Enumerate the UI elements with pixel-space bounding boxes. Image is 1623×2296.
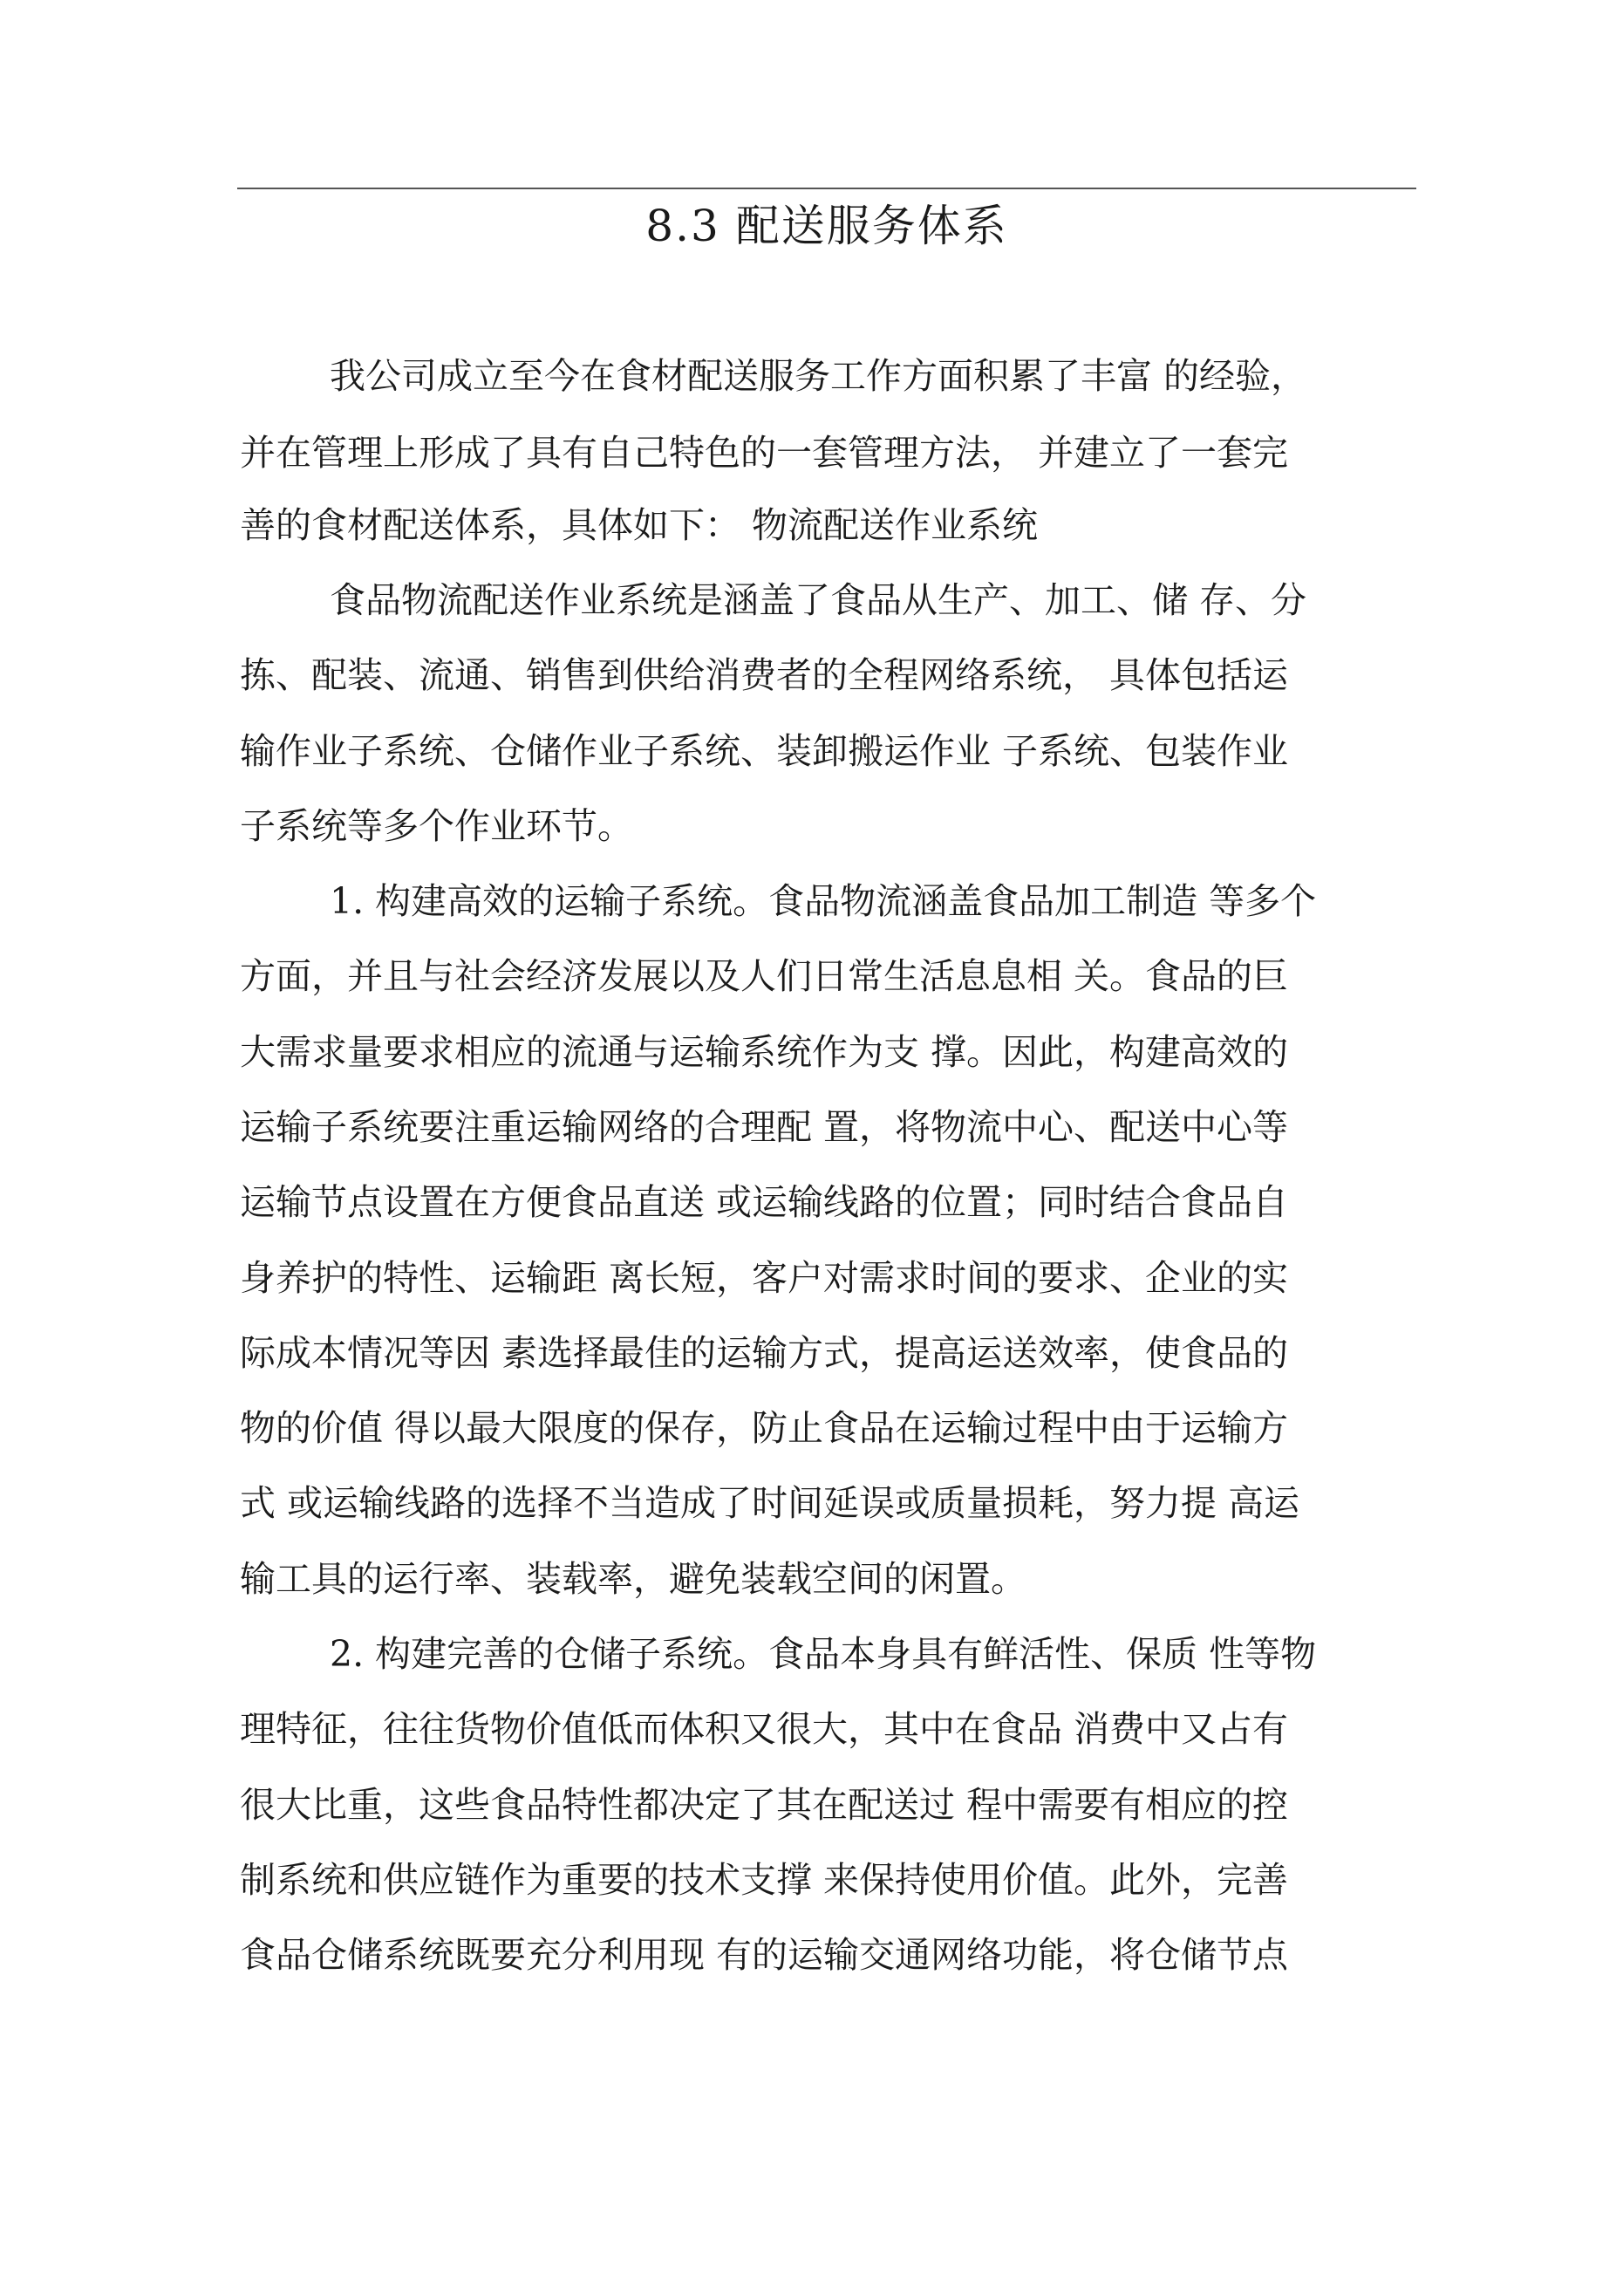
text-line: 输作业子系统、仓储作业子系统、装卸搬运作业 子系统、包装作业 bbox=[240, 730, 1289, 772]
text-line: 方面，并且与社会经济发展以及人们日常生活息息相 关。食品的巨 bbox=[240, 955, 1289, 997]
text-line: 运输子系统要注重运输网络的合理配 置，将物流中心、配送中心等 bbox=[240, 1106, 1289, 1148]
text-line: 式 或运输线路的选择不当造成了时间延误或质量损耗，努力提 高运 bbox=[240, 1482, 1300, 1524]
text-line: 我公司成立至今在食材配送服务工作方面积累了丰富 的经验， bbox=[330, 355, 1307, 397]
text-line: 身养护的特性、运输距 离长短，客户对需求时间的要求、企业的实 bbox=[240, 1257, 1289, 1299]
text-line: 善的食材配送体系，具体如下： 物流配送作业系统 bbox=[240, 504, 1039, 546]
text-line: 拣、配装、流通、销售到供给消费者的全程网络系统， 具体包括运 bbox=[240, 654, 1289, 696]
text-line: 1. 构建高效的运输子系统。食品物流涵盖食品加工制造 等多个 bbox=[330, 880, 1317, 922]
text-line: 食品物流配送作业系统是涵盖了食品从生产、加工、储 存、分 bbox=[330, 579, 1307, 621]
text-line: 输工具的运行率、装载率，避免装载空间的闲置。 bbox=[240, 1558, 1026, 1600]
header-rule bbox=[237, 188, 1416, 189]
text-line: 2. 构建完善的仓储子系统。食品本身具有鲜活性、保质 性等物 bbox=[330, 1633, 1317, 1675]
text-line: 际成本情况等因 素选择最佳的运输方式，提高运送效率，使食品的 bbox=[240, 1332, 1289, 1374]
text-line: 运输节点设置在方便食品直送 或运输线路的位置；同时结合食品自 bbox=[240, 1181, 1289, 1223]
text-line: 大需求量要求相应的流通与运输系统作为支 撑。因此，构建高效的 bbox=[240, 1031, 1289, 1073]
text-line: 理特征，往往货物价值低而体积又很大，其中在食品 消费中又占有 bbox=[240, 1708, 1289, 1750]
text-line: 制系统和供应链作为重要的技术支撑 来保持使用价值。此外，完善 bbox=[240, 1859, 1289, 1901]
text-line: 食品仓储系统既要充分利用现 有的运输交通网络功能，将仓储节点 bbox=[240, 1934, 1289, 1976]
text-line: 子系统等多个作业环节。 bbox=[240, 805, 633, 847]
text-line: 并在管理上形成了具有自己特色的一套管理方法， 并建立了一套完 bbox=[240, 432, 1289, 474]
text-line: 很大比重，这些食品特性都决定了其在配送过 程中需要有相应的控 bbox=[240, 1784, 1289, 1826]
text-line: 物的价值 得以最大限度的保存，防止食品在运输过程中由于运输方 bbox=[240, 1407, 1289, 1449]
page-title: 8.3 配送服务体系 bbox=[645, 201, 1008, 251]
